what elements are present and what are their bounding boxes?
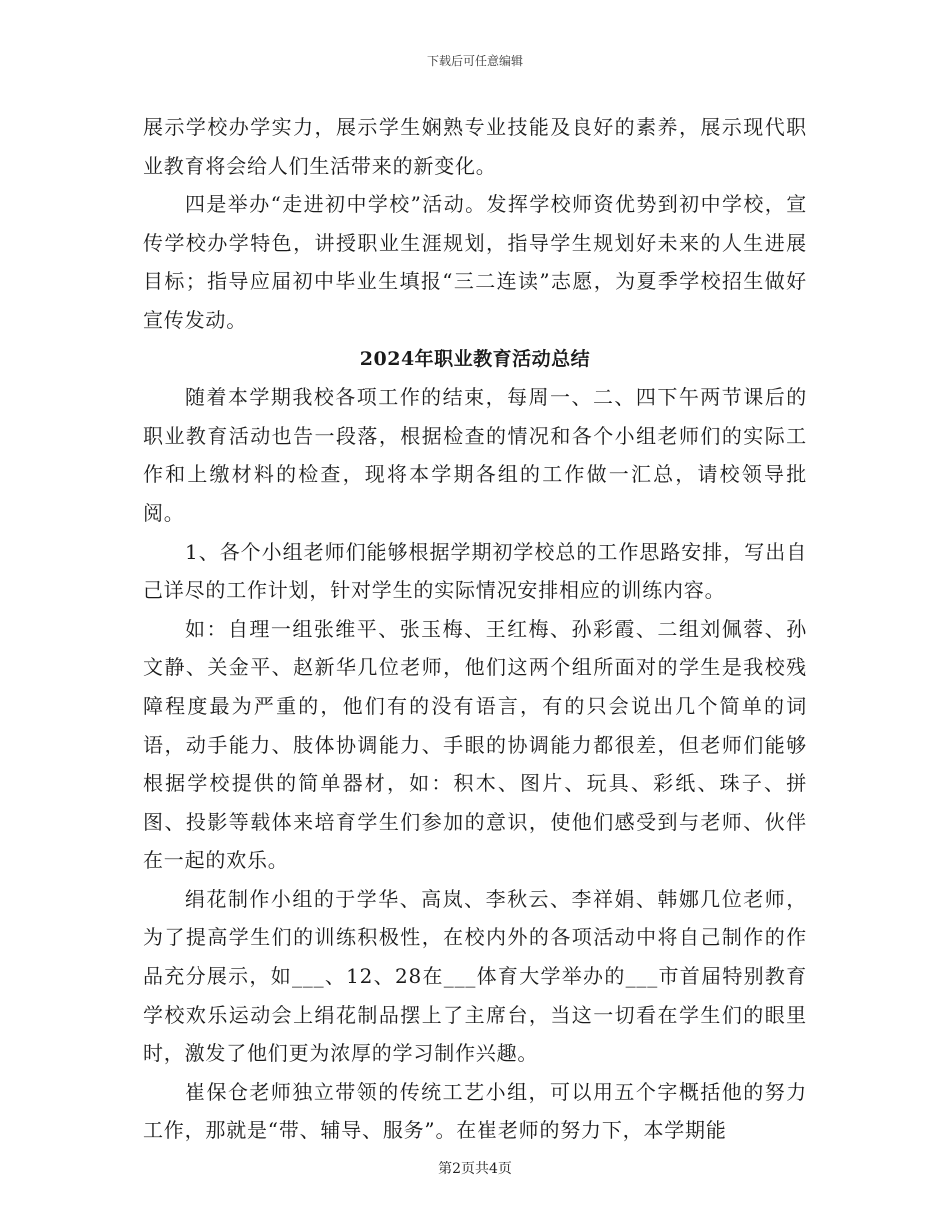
paragraph-1: 展示学校办学实力，展示学生娴熟专业技能及良好的素养，展示现代职业教育将会给人们生活带来的新变化。	[143, 115, 807, 178]
paragraph-6: 绢花制作小组的于学华、高岚、李秋云、李祥娟、韩娜几位老师，为了提高学生们的训练积极性，在校内外的各项活动中将自己制作的作品充分展示，如___、12、28在___体育大学举办的___市首届特别教育学校欢乐运动会上绢花制品摆上了主席台，当这一切看在学生们的眼里时，激发了他们更为浓厚的学习制作兴趣。	[143, 886, 807, 1066]
paragraph-2: 四是举办“走进初中学校”活动。发挥学校师资优势到初中学校，宣传学校办学特色，讲授职业生涯规划，指导学生规划好未来的人生进展目标；指导应届初中毕业生填报“三二连读”志愿，为夏季学校招生做好宣传发动。	[143, 192, 807, 332]
page-footer: 第2页共4页	[438, 1161, 512, 1177]
paragraph-7: 崔保仓老师独立带领的传统工艺小组，可以用五个字概括他的努力工作，那就是“带、辅导、服务”。在崔老师的努力下，本学期能	[143, 1079, 807, 1143]
section-title: 2024年职业教育活动总结	[359, 347, 591, 370]
paragraph-4: 1、各个小组老师们能够根据学期初学校总的工作思路安排，写出自己详尽的工作计划，针对学生的实际情况安排相应的训练内容。	[143, 539, 807, 603]
page-header: 下载后可任意编辑	[426, 54, 523, 68]
paragraph-5: 如：自理一组张维平、张玉梅、王红梅、孙彩霞、二组刘佩蓉、孙文静、关金平、赵新华几位老师，他们这两个组所面对的学生是我校残障程度最为严重的，他们有的没有语言，有的只会说出几个简单的词语，动手能力、肢体协调能力、手眼的协调能力都很差，但老师们能够根据学校提供的简单器材，如：积木、图片、玩具、彩纸、珠子、拼图、投影等载体来培育学生们参加的意识，使他们感受到与老师、伙伴在一起的欢乐。	[143, 616, 807, 873]
paragraph-3: 随着本学期我校各项工作的结束，每周一、二、四下午两节课后的职业教育活动也告一段落，根据检查的情况和各个小组老师们的实际工作和上缴材料的检查，现将本学期各组的工作做一汇总，请校领导批阅。	[143, 385, 807, 525]
document-body	[143, 108, 807, 1150]
